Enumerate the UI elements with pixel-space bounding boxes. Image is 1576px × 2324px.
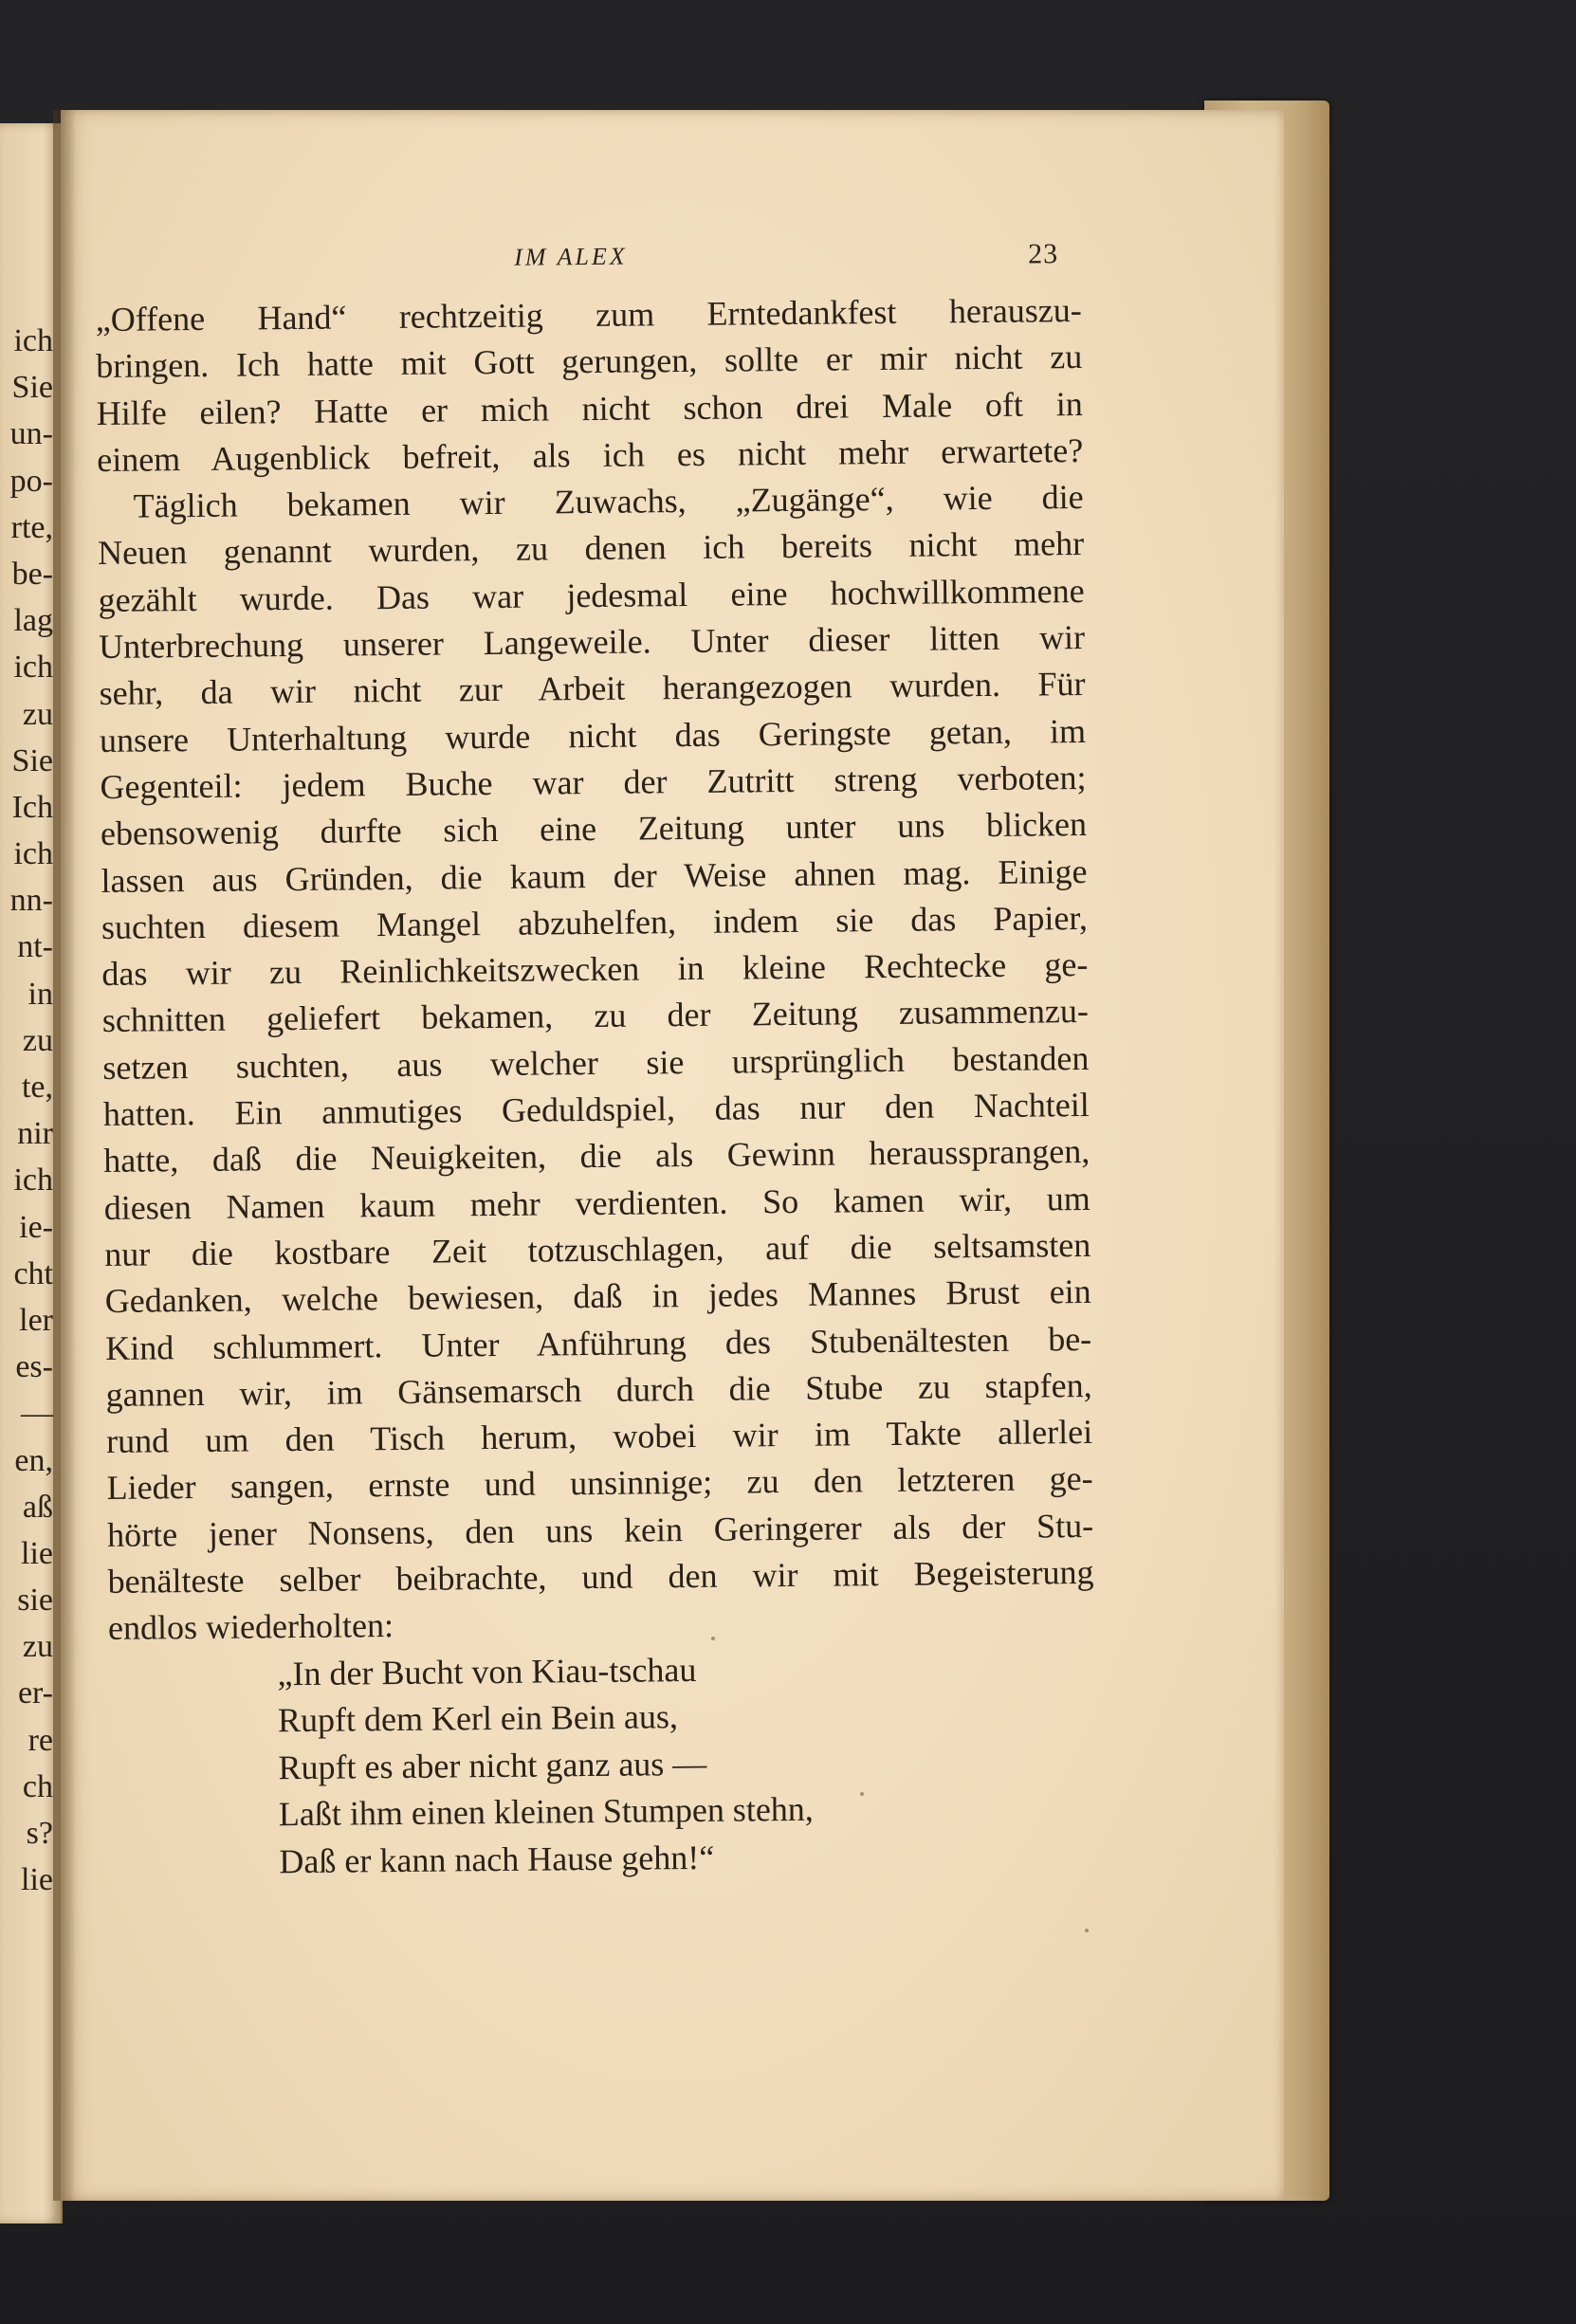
left-page-text-fragments — [0, 318, 53, 1903]
text-line: Hilfe eilen? Hatte er mich nicht schon drei Male oft in — [96, 384, 1083, 432]
left-page-fragment: un- — [9, 416, 53, 452]
text-line: diesen Namen kaum mehr verdienten. So kamen wir, um — [103, 1179, 1090, 1227]
text-line: suchten diesem Mangel abzuhelfen, indem sie das Papier, — [101, 898, 1089, 946]
text-line: nur die kostbare Zeit totzuschlagen, auf die seltsamsten — [104, 1225, 1091, 1273]
text-line: ebensowenig durfte sich eine Zeitung unter uns blicken — [100, 805, 1088, 853]
text-line: hörte jener Nonsens, den uns kein Geringerer als der Stu- — [106, 1506, 1094, 1554]
left-page-fragment: zu — [22, 696, 53, 732]
left-page-fragment: rte, — [10, 509, 53, 545]
left-page-fragment: lie — [21, 1535, 53, 1571]
text-line: unsere Unterhaltung wurde nicht das Geringste getan, im — [99, 711, 1087, 759]
verse-line: Laßt ihm einen kleinen Stumpen stehn, — [278, 1789, 815, 1834]
verse-block — [108, 1643, 1096, 1887]
left-page-fragment: ich — [13, 650, 53, 686]
text-line: endlos wiederholten: — [107, 1606, 394, 1648]
left-page-fragment: te, — [21, 1070, 53, 1105]
paper-speck — [860, 1792, 864, 1796]
text-line: hatte, daß die Neuigkeiten, die als Gewinn heraussprangen, — [103, 1132, 1090, 1180]
spine-shadow — [53, 110, 76, 2201]
left-page-fragment: zu — [22, 1022, 53, 1058]
paper-speck — [1085, 1929, 1089, 1932]
text-line: bringen. Ich hatte mit Gott gerungen, sollte er mir nicht zu — [96, 338, 1083, 386]
text-line: Kind schlummert. Unter Anführung des Stubenältesten be- — [105, 1319, 1092, 1367]
verse-line: Rupft dem Kerl ein Bein aus, — [277, 1697, 679, 1740]
paragraph-1 — [96, 287, 1084, 484]
left-page-fragment: ich — [13, 1162, 53, 1199]
text-line: „Offene Hand“ rechtzeitig zum Erntedankfest herauszu- — [95, 291, 1082, 339]
paragraph-2 — [97, 474, 1094, 1652]
verse-line: Rupft es aber nicht ganz aus — — [278, 1744, 707, 1786]
left-page-fragment: nn- — [9, 883, 53, 919]
left-page-fragment: ler — [19, 1302, 53, 1338]
left-page-fragment: lie — [21, 1862, 53, 1898]
left-page-fragment: ch — [22, 1768, 53, 1804]
verse-line: „In der Bucht von Kiau-tschau — [277, 1650, 697, 1693]
text-line: rund um den Tisch herum, wobei wir im Takte allerlei — [105, 1413, 1093, 1461]
left-page-fragment: re — [27, 1722, 53, 1758]
left-page-fragment: Ich — [11, 789, 53, 825]
text-line: Gedanken, welche bewiesen, daß in jedes Mannes Brust ein — [104, 1272, 1091, 1321]
text-line: benälteste selber beibrachte, und den wir mit Begeisterung — [107, 1552, 1094, 1601]
text-line: einem Augenblick befreit, als ich es nicht mehr erwartete? — [97, 430, 1084, 479]
text-line: hatten. Ein anmutiges Geduldspiel, das nur den Nachteil — [102, 1086, 1090, 1134]
left-page-fragment: er- — [17, 1675, 53, 1711]
left-page-fragment: Sie — [11, 370, 53, 406]
page-text-block — [95, 230, 1097, 1887]
left-page-fragment: zu — [22, 1629, 53, 1665]
left-page-fragment: po- — [9, 463, 53, 499]
left-page-fragment: in — [27, 976, 53, 1012]
text-line: schnitten geliefert bekamen, zu der Zeitung zusammenzu- — [101, 992, 1090, 1040]
text-line: gannen wir, im Gänsemarsch durch die Stube zu stapfen, — [105, 1365, 1092, 1414]
text-line: setzen suchten, aus welcher sie ursprünglich bestanden — [102, 1038, 1090, 1087]
text-line: Gegenteil: jedem Buche war der Zutritt streng verboten; — [100, 758, 1087, 806]
text-line: das wir zu Reinlichkeitszwecken in kleine Rechtecke ge- — [101, 945, 1089, 994]
running-head — [95, 230, 1082, 297]
left-page-fragment: Sie — [11, 742, 53, 778]
page-number: 23 — [1028, 238, 1059, 270]
left-page-fragment: ich — [13, 323, 53, 358]
left-page-fragment: ich — [13, 836, 53, 872]
text-line: sehr, da wir nicht zur Arbeit herangezogen wurden. Für — [99, 665, 1086, 713]
text-line: Lieder sangen, ernste und unsinnige; zu den letzteren ge- — [106, 1459, 1093, 1508]
left-page-fragment: — — [21, 1396, 53, 1432]
left-page-fragment: es- — [15, 1349, 53, 1385]
verse-line: Daß er kann nach Hause gehn!“ — [279, 1838, 715, 1880]
left-page-fragment: s? — [26, 1816, 53, 1851]
left-page-fragment: lag — [13, 603, 53, 639]
left-page-fragment: be- — [11, 556, 53, 592]
left-page-fragment: nt- — [17, 929, 53, 965]
left-page-fragment: sie — [17, 1583, 53, 1619]
left-page-fragment: en, — [14, 1442, 53, 1478]
left-page-fragment: nir — [17, 1116, 53, 1152]
running-head-title: IM ALEX — [514, 242, 628, 271]
text-line: lassen aus Gründen, die kaum der Weise ahnen mag. Einige — [101, 851, 1088, 900]
left-page-fragment: aß — [22, 1489, 53, 1525]
text-line: Unterbrechung unserer Langeweile. Unter dieser litten wir — [98, 618, 1086, 667]
text-line: Neuen genannt wurden, zu denen ich bereits nicht mehr — [97, 524, 1085, 573]
text-line: Täglich bekamen wir Zuwachs, „Zugänge“, wie die — [133, 478, 1084, 525]
paper-speck — [711, 1637, 715, 1640]
text-line: gezählt wurde. Das war jedesmal eine hochwillkommene — [98, 571, 1085, 619]
left-page-fragment: ie- — [19, 1209, 53, 1245]
left-page-fragment: cht — [13, 1255, 53, 1291]
